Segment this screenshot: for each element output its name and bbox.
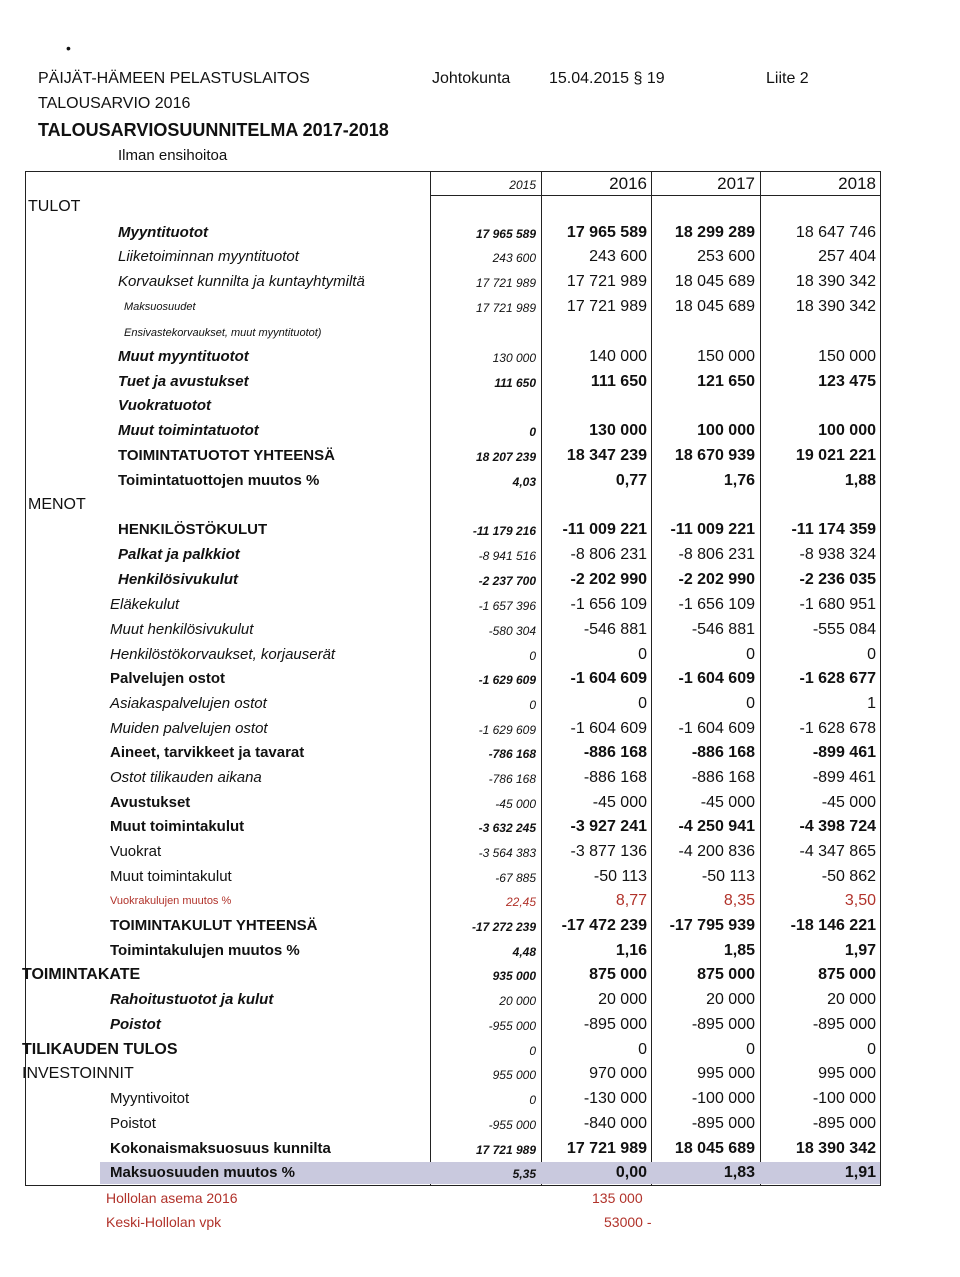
- cell-2018: 1,88: [844, 472, 876, 489]
- cell-2015: -1 657 396: [478, 599, 536, 613]
- cell-2018: 0: [867, 1041, 876, 1058]
- cell-2017: -2 202 990: [678, 571, 755, 588]
- cell-2018: -895 000: [812, 1016, 876, 1033]
- cell-2015: -786 168: [488, 747, 536, 761]
- row-label: HENKILÖSTÖKULUT: [118, 521, 268, 538]
- cell-2017: -1 604 609: [678, 670, 755, 687]
- cell-2018: -50 862: [821, 868, 876, 885]
- table-row: [0, 221, 960, 245]
- cell-2018: -2 236 035: [799, 571, 876, 588]
- cell-2016: -840 000: [583, 1115, 647, 1132]
- cell-2016: 0: [638, 1041, 647, 1058]
- cell-2015: 955 000: [492, 1068, 536, 1082]
- row-label: Palvelujen ostot: [110, 670, 226, 687]
- cell-2015: 17 721 989: [475, 301, 536, 315]
- table-row: [0, 419, 960, 443]
- cell-2016: 970 000: [589, 1065, 647, 1082]
- cell-2017: 0: [746, 695, 755, 712]
- table-row: [0, 518, 960, 542]
- cell-2017: -1 604 609: [678, 720, 755, 737]
- table-row: [0, 394, 960, 418]
- row-label: Toimintatuottojen muutos %: [118, 472, 320, 489]
- table-row: [0, 692, 960, 716]
- cell-2016: -2 202 990: [570, 571, 647, 588]
- cell-2018: 20 000: [827, 991, 876, 1008]
- cell-2016: -3 877 136: [570, 843, 647, 860]
- cell-2015: -3 564 383: [478, 846, 536, 860]
- cell-2018: 257 404: [818, 248, 876, 265]
- row-label: Toimintakulujen muutos %: [110, 942, 300, 959]
- row-label: Avustukset: [110, 794, 191, 811]
- cell-2016: -1 604 609: [570, 720, 647, 737]
- table-row: [0, 840, 960, 864]
- cell-2016: -8 806 231: [570, 546, 647, 563]
- cell-2017: -17 795 939: [669, 917, 755, 934]
- cell-2015: -955 000: [488, 1019, 536, 1033]
- section-row: [0, 493, 960, 517]
- cell-2016: 17 721 989: [566, 298, 647, 315]
- page-subtitle: Ilman ensihoitoa: [118, 147, 228, 164]
- cell-2016: 8,77: [615, 892, 647, 909]
- row-label: Muut toimintakulut: [110, 818, 245, 835]
- cell-2016: 18 347 239: [566, 447, 647, 464]
- table-row: [0, 543, 960, 567]
- cell-2018: -100 000: [812, 1090, 876, 1107]
- cell-2018: 1,97: [844, 942, 876, 959]
- table-row: [0, 963, 960, 987]
- table-row: [0, 667, 960, 691]
- cell-2015: 5,35: [512, 1167, 536, 1181]
- cell-2015: -8 941 516: [478, 549, 536, 563]
- cell-2018: -4 347 865: [799, 843, 876, 860]
- cell-2017: -895 000: [691, 1016, 755, 1033]
- section-label: TULOT: [28, 198, 81, 215]
- footer-note-label: Hollolan asema 2016: [106, 1190, 238, 1206]
- table-row: [0, 1038, 960, 1062]
- table-row: [0, 717, 960, 741]
- cell-2016: -3 927 241: [570, 818, 647, 835]
- row-label: Muiden palvelujen ostot: [110, 720, 268, 737]
- cell-2016: -50 113: [593, 868, 647, 885]
- cell-2015: 935 000: [492, 969, 536, 983]
- cell-2015: -3 632 245: [478, 821, 536, 835]
- cell-2016: -546 881: [583, 621, 647, 638]
- cell-2015: -1 629 609: [478, 723, 536, 737]
- row-label: TOIMINTATUOTOT YHTEENSÄ: [118, 447, 335, 464]
- cell-2018: -895 000: [812, 1115, 876, 1132]
- cell-2015: -17 272 239: [471, 920, 536, 934]
- cell-2015: 0: [529, 1044, 536, 1058]
- cell-2017: 995 000: [697, 1065, 755, 1082]
- cell-2017: -45 000: [700, 794, 755, 811]
- table-row: [0, 245, 960, 269]
- cell-2018: -1 628 678: [799, 720, 876, 737]
- table-row: [0, 345, 960, 369]
- cell-2018: -1 680 951: [799, 596, 876, 613]
- table-row: [0, 741, 960, 765]
- cell-2015: 17 965 589: [475, 227, 536, 241]
- table-row: [0, 939, 960, 963]
- table-row: [0, 865, 960, 889]
- table-row: [0, 295, 960, 319]
- cell-2018: 0: [867, 646, 876, 663]
- meeting-date: 15.04.2015 § 19: [549, 70, 665, 87]
- row-label: Muut henkilösivukulut: [110, 621, 254, 638]
- cell-2017: -50 113: [701, 868, 755, 885]
- cell-2016: -886 168: [583, 769, 647, 786]
- cell-2015: -45 000: [495, 797, 536, 811]
- cell-2017: -886 168: [691, 769, 755, 786]
- cell-2016: 17 965 589: [566, 224, 647, 241]
- row-label: Muut toimintakulut: [110, 868, 232, 885]
- cell-2017: -8 806 231: [678, 546, 755, 563]
- cell-2016: -1 656 109: [570, 596, 647, 613]
- row-label: Poistot: [110, 1115, 156, 1132]
- cell-2018: 19 021 221: [795, 447, 876, 464]
- cell-2017: 253 600: [697, 248, 755, 265]
- cell-2017: 20 000: [706, 991, 755, 1008]
- row-label: Liiketoiminnan myyntituotot: [118, 248, 299, 265]
- table-row: [0, 370, 960, 394]
- cell-2017: -886 168: [691, 744, 755, 761]
- cell-2017: 150 000: [697, 348, 755, 365]
- table-row: [0, 643, 960, 667]
- year-header-2016: 2016: [609, 174, 647, 193]
- cell-2015: -580 304: [488, 624, 536, 638]
- cell-2018: 3,50: [844, 892, 876, 909]
- table-row: [0, 1137, 960, 1161]
- cell-2018: 18 647 746: [795, 224, 876, 241]
- cell-2018: 123 475: [818, 373, 876, 390]
- row-label: Ostot tilikauden aikana: [110, 769, 262, 786]
- cell-2018: 875 000: [818, 966, 876, 983]
- cell-2016: 0: [638, 646, 647, 663]
- cell-2016: 1,16: [615, 942, 647, 959]
- row-label: Vuokrat: [110, 843, 162, 860]
- cell-2016: 17 721 989: [566, 273, 647, 290]
- cell-2015: 111 650: [494, 376, 536, 390]
- section-row: [0, 195, 960, 219]
- year-header-2017: 2017: [717, 174, 755, 193]
- row-label: Vuokrakulujen muutos %: [110, 895, 232, 907]
- table-row: [0, 469, 960, 493]
- organization-name: PÄIJÄT-HÄMEEN PELASTUSLAITOS: [38, 70, 310, 87]
- cell-2015: -1 629 609: [478, 673, 536, 687]
- row-label: Poistot: [110, 1016, 161, 1033]
- table-row: [0, 791, 960, 815]
- cell-2016: 0: [638, 695, 647, 712]
- cell-2015: -786 168: [488, 772, 536, 786]
- cell-2018: -4 398 724: [799, 818, 876, 835]
- row-label: Kokonaismaksuosuus kunnilta: [110, 1140, 331, 1157]
- cell-2015: 4,48: [512, 945, 536, 959]
- year-header-rule: [430, 171, 881, 196]
- cell-2017: 0: [746, 1041, 755, 1058]
- cell-2016: 0,77: [615, 472, 647, 489]
- cell-2017: -4 200 836: [678, 843, 755, 860]
- cell-2017: 100 000: [697, 422, 755, 439]
- row-label: Rahoitustuotot ja kulut: [110, 991, 274, 1008]
- page-title: TALOUSARVIOSUUNNITELMA 2017-2018: [38, 120, 389, 140]
- cell-2016: -130 000: [583, 1090, 647, 1107]
- section-label: TILIKAUDEN TULOS: [22, 1041, 178, 1058]
- table-row: [0, 914, 960, 938]
- cell-2017: -4 250 941: [678, 818, 755, 835]
- table-row: [0, 1062, 960, 1086]
- table-row: [0, 815, 960, 839]
- cell-2015: -11 179 216: [472, 524, 536, 538]
- cell-2017: 121 650: [697, 373, 755, 390]
- table-row: [0, 889, 960, 913]
- cell-2018: 1,91: [844, 1164, 876, 1181]
- cell-2017: -546 881: [691, 621, 755, 638]
- cell-2017: 1,85: [723, 942, 755, 959]
- section-label: MENOT: [28, 496, 86, 513]
- row-label: Palkat ja palkkiot: [118, 546, 240, 563]
- table-row: [0, 766, 960, 790]
- year-header-2018: 2018: [838, 174, 876, 193]
- row-label: Vuokratuotot: [118, 397, 212, 414]
- year-header-2015: 2015: [509, 178, 536, 192]
- cell-2015: 22,45: [505, 895, 536, 909]
- meeting-name: Johtokunta: [432, 70, 511, 87]
- cell-2017: -100 000: [691, 1090, 755, 1107]
- cell-2016: 140 000: [589, 348, 647, 365]
- cell-2018: -8 938 324: [799, 546, 876, 563]
- cell-2015: 4,03: [512, 475, 536, 489]
- cell-2017: 18 045 689: [674, 273, 755, 290]
- cell-2015: -955 000: [488, 1118, 536, 1132]
- cell-2017: 18 299 289: [674, 224, 755, 241]
- cell-2016: 130 000: [589, 422, 647, 439]
- table-row: [0, 1161, 960, 1185]
- table-row: [0, 321, 960, 345]
- table-row: [0, 568, 960, 592]
- row-label: Henkilöstökorvaukset, korjauserät: [110, 646, 336, 663]
- cell-2016: -1 604 609: [570, 670, 647, 687]
- cell-2016: -895 000: [583, 1016, 647, 1033]
- cell-2016: -11 009 221: [562, 521, 647, 538]
- budget-label: TALOUSARVIO 2016: [38, 95, 191, 112]
- cell-2015: 0: [529, 649, 536, 663]
- cell-2015: 0: [529, 698, 536, 712]
- cell-2015: 130 000: [492, 351, 536, 365]
- cell-2016: -17 472 239: [561, 917, 647, 934]
- cell-2015: 18 207 239: [475, 450, 536, 464]
- cell-2017: 0: [746, 646, 755, 663]
- cell-2017: 1,83: [723, 1164, 755, 1181]
- cell-2015: 17 721 989: [475, 276, 536, 290]
- table-row: [0, 270, 960, 294]
- row-label: Korvaukset kunnilta ja kuntayhtymiltä: [118, 273, 365, 290]
- cell-2016: -45 000: [592, 794, 647, 811]
- cell-2016: 875 000: [589, 966, 647, 983]
- cell-2016: 111 650: [590, 373, 647, 390]
- table-row: [0, 593, 960, 617]
- row-label: Muut myyntituotot: [118, 348, 249, 365]
- row-label: Ensivastekorvaukset, muut myyntituotot): [124, 327, 322, 339]
- cell-2016: 17 721 989: [566, 1140, 647, 1157]
- attachment-label: Liite 2: [766, 70, 809, 87]
- row-label: Asiakaspalvelujen ostot: [110, 695, 267, 712]
- row-label: TOIMINTAKULUT YHTEENSÄ: [110, 917, 318, 934]
- row-label: Henkilösivukulut: [118, 571, 239, 588]
- cell-2015: 17 721 989: [475, 1143, 536, 1157]
- cell-2017: 875 000: [697, 966, 755, 983]
- cell-2018: -899 461: [812, 744, 876, 761]
- cell-2017: 8,35: [723, 892, 755, 909]
- cell-2016: 20 000: [598, 991, 647, 1008]
- cell-2017: 18 045 689: [674, 298, 755, 315]
- cell-2018: 995 000: [818, 1065, 876, 1082]
- row-label: Eläkekulut: [110, 596, 180, 613]
- cell-2015: -67 885: [495, 871, 536, 885]
- footer-note-value: 135 000: [592, 1190, 643, 1206]
- table-row: [0, 1112, 960, 1136]
- table-row: [0, 444, 960, 468]
- cell-2018: 18 390 342: [795, 273, 876, 290]
- cell-2018: -18 146 221: [790, 917, 876, 934]
- table-row: [0, 1013, 960, 1037]
- cell-2015: 0: [529, 425, 536, 439]
- row-label: Maksuosuudet: [124, 301, 196, 313]
- row-label: Aineet, tarvikkeet ja tavarat: [110, 744, 305, 761]
- cell-2015: 243 600: [492, 251, 536, 265]
- cell-2018: -899 461: [812, 769, 876, 786]
- cell-2018: 1: [867, 695, 876, 712]
- row-label: Tuet ja avustukset: [118, 373, 249, 390]
- footer-note-label: Keski-Hollolan vpk: [106, 1214, 222, 1230]
- cell-2018: 18 390 342: [795, 298, 876, 315]
- cell-2015: 20 000: [499, 994, 536, 1008]
- cell-2018: 18 390 342: [795, 1140, 876, 1157]
- cell-2017: 18 670 939: [674, 447, 755, 464]
- cell-2017: -895 000: [691, 1115, 755, 1132]
- cell-2018: -555 084: [812, 621, 876, 638]
- footer-note-value: 53000 -: [604, 1214, 652, 1230]
- cell-2017: 1,76: [723, 472, 755, 489]
- table-row: [0, 988, 960, 1012]
- row-label: Myyntituotot: [118, 224, 208, 241]
- cell-2017: -1 656 109: [678, 596, 755, 613]
- cell-2015: -2 237 700: [478, 574, 536, 588]
- row-label: Muut toimintatuotot: [118, 422, 259, 439]
- table-row: [0, 1087, 960, 1111]
- cell-2018: -1 628 677: [799, 670, 876, 687]
- cell-2017: -11 009 221: [670, 521, 755, 538]
- section-label: TOIMINTAKATE: [22, 966, 141, 983]
- row-label: Maksuosuuden muutos %: [110, 1164, 296, 1181]
- cell-2018: 100 000: [818, 422, 876, 439]
- cell-2016: 243 600: [589, 248, 647, 265]
- cell-2018: -11 174 359: [791, 521, 876, 538]
- cell-2018: -45 000: [821, 794, 876, 811]
- cell-2017: 18 045 689: [674, 1140, 755, 1157]
- section-label: INVESTOINNIT: [22, 1065, 134, 1082]
- cell-2015: 0: [529, 1093, 536, 1107]
- bullet-mark: •: [66, 40, 71, 56]
- table-row: [0, 618, 960, 642]
- cell-2018: 150 000: [818, 348, 876, 365]
- row-label: Myyntivoitot: [110, 1090, 190, 1107]
- cell-2016: 0,00: [615, 1164, 647, 1181]
- cell-2016: -886 168: [583, 744, 647, 761]
